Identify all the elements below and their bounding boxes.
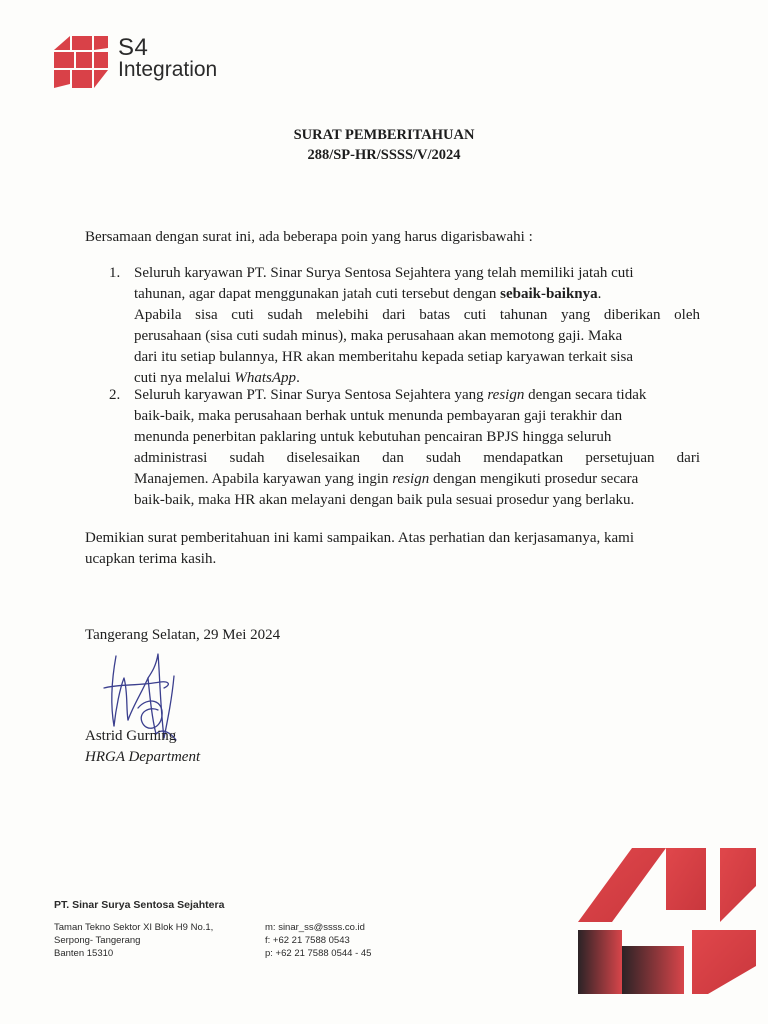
emphasis-text: sebaik-baiknya [500, 286, 598, 302]
closing-line-1: Demikian surat pemberitahuan ini kami sampaikan. Atas perhatian dan kerjasamanya, kami [85, 530, 634, 546]
point-line: baik-baik, maka HR akan melayani dengan baik pula sesuai prosedur yang berlaku. [134, 492, 635, 508]
letter-number: 288/SP-HR/SSSS/V/2024 [307, 147, 461, 163]
footer-phone: f: +62 21 7588 0543 [265, 935, 350, 946]
emphasis-text: resign [392, 471, 430, 487]
point-line: Manajemen. Apabila karyawan yang ingin resign dengan mengikuti prosedur secara [134, 471, 639, 487]
company-logo [52, 34, 252, 90]
closing-line-2: ucapkan terima kasih. [85, 551, 217, 567]
point-line: Seluruh karyawan PT. Sinar Surya Sentosa Sejahtera yang telah memiliki jatah cuti [134, 265, 634, 281]
letter-title: SURAT PEMBERITAHUAN [293, 127, 475, 143]
logo-line-2: Integration [118, 58, 218, 81]
intro-text: Bersamaan dengan surat ini, ada beberapa poin yang harus digarisbawahi : [85, 229, 533, 245]
point-line: tahunan, agar dapat menggunakan jatah cuti tersebut dengan sebaik-baiknya. [134, 286, 602, 302]
footer-company-name: PT. Sinar Surya Sentosa Sejahtera [54, 899, 225, 911]
footer-address-line: Banten 15310 [54, 948, 114, 959]
point-line: administrasi sudah diselesaikan dan sudah mendapatkan persetujuan dari [134, 450, 700, 466]
signatory-department: HRGA Department [85, 749, 201, 765]
footer-address-line: Taman Tekno Sektor XI Blok H9 No.1, [54, 922, 214, 933]
point-line: menunda penerbitan paklaring untuk kebutuhan pencairan BPJS hingga seluruh [134, 429, 612, 445]
emphasis-text: resign [487, 387, 525, 403]
footer-fax: p: +62 21 7588 0544 - 45 [265, 948, 372, 959]
point-number: 1. [109, 265, 121, 281]
footer-email: m: sinar_ss@ssss.co.id [265, 922, 365, 933]
logo-line-1: S4 [118, 34, 149, 61]
signatory-name: Astrid Gurning [85, 728, 177, 744]
decorative-logo-icon [574, 846, 758, 996]
point-line: dari itu setiap bulannya, HR akan memberitahu kepada setiap karyawan terkait sisa [134, 349, 633, 365]
point-line: perusahaan (sisa cuti sudah minus), maka perusahaan akan memotong gaji. Maka [134, 328, 623, 344]
footer-address-line: Serpong- Tangerang [54, 935, 141, 946]
point-line: Seluruh karyawan PT. Sinar Surya Sentosa Sejahtera yang resign dengan secara tidak [134, 387, 647, 403]
point-line: baik-baik, maka perusahaan berhak untuk menunda pembayaran gaji terakhir dan [134, 408, 623, 424]
s4-logo-icon [52, 34, 110, 90]
point-line: cuti nya melalui WhatsApp. [134, 370, 300, 386]
point-number: 2. [109, 387, 121, 403]
emphasis-text: WhatsApp [234, 370, 297, 386]
place-date: Tangerang Selatan, 29 Mei 2024 [85, 627, 281, 643]
point-line: Apabila sisa cuti sudah melebihi dari batas cuti tahunan yang diberikan oleh [134, 307, 700, 323]
